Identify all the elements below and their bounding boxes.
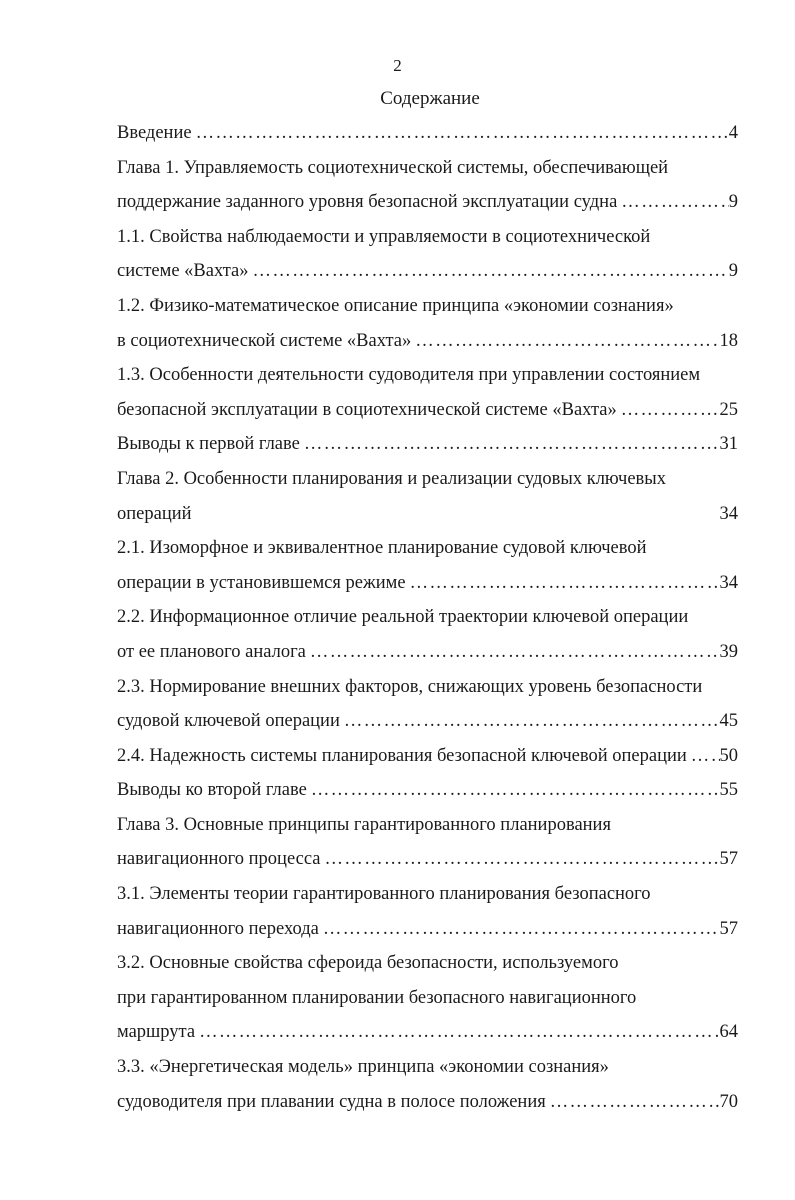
toc-entry-text: 1.2. Физико-математическое описание принципа «экономии сознания» xyxy=(117,295,674,316)
toc-page-number: 4 xyxy=(728,123,738,143)
toc-page-number: 34 xyxy=(719,572,738,593)
toc-dot-leader xyxy=(411,324,719,359)
toc-page-number: 55 xyxy=(719,780,738,801)
toc-entry xyxy=(117,462,738,531)
toc-dot-leader xyxy=(340,704,720,739)
page-number: 2 xyxy=(393,56,402,75)
toc-entry-text: 2.4. Надежность системы планирования безопасной ключевой операции xyxy=(117,745,687,766)
toc-entry-text: 3.2. Основные свойства сфероида безопасности, используемого xyxy=(117,953,619,974)
toc-entry-text: Глава 1. Управляемость социотехнической системы, обеспечивающей xyxy=(117,157,669,178)
toc-entry-text: Введение xyxy=(117,123,192,143)
toc-entry-text: Глава 2. Особенности планирования и реализации судовых ключевых xyxy=(117,468,666,489)
toc-entry xyxy=(117,1050,738,1119)
toc-entry-text: маршрута xyxy=(117,1022,196,1043)
toc-entry-text: 1.3. Особенности деятельности судоводителя при управлении состоянием xyxy=(117,365,701,386)
toc-dot-leader xyxy=(406,566,720,601)
toc-entry-text: Глава 3. Основные принципы гарантированного планирования xyxy=(117,814,611,835)
toc-entry xyxy=(117,670,738,739)
toc-page-number: 31 xyxy=(719,434,738,455)
toc-page-number: 9 xyxy=(728,261,738,282)
toc-entry-text: навигационного процесса xyxy=(117,849,321,870)
toc-entry-text: от ее планового аналога xyxy=(117,641,306,662)
toc-page-number: 50 xyxy=(719,745,738,766)
toc-page-number: 45 xyxy=(719,711,738,732)
toc-entry xyxy=(117,220,738,289)
toc-page-number: 57 xyxy=(719,918,738,939)
toc-page-number: 57 xyxy=(719,849,738,870)
toc-entry xyxy=(117,358,738,427)
toc-dot-leader xyxy=(546,1085,720,1120)
toc-entry-text: операций xyxy=(117,503,192,524)
toc-entry-text: 3.1. Элементы теории гарантированного планирования безопасного xyxy=(117,884,651,905)
toc-dot-leader xyxy=(306,635,720,670)
table-of-contents xyxy=(117,116,738,1119)
toc-entry-text: навигационного перехода xyxy=(117,918,319,939)
toc-entry-text: 2.2. Информационное отличие реальной траектории ключевой операции xyxy=(117,607,689,628)
toc-dot-leader xyxy=(319,912,720,947)
toc-page-number: 70 xyxy=(719,1091,738,1112)
toc-entry-text: при гарантированном планировании безопасного навигационного xyxy=(117,987,637,1008)
toc-dot-leader xyxy=(617,185,728,220)
toc-entry-text: в социотехнической системе «Вахта» xyxy=(117,330,412,351)
toc-dot-leader xyxy=(249,254,729,289)
toc-entry-text: 1.1. Свойства наблюдаемости и управляемости в социотехнической xyxy=(117,226,651,247)
toc-entry xyxy=(117,600,738,669)
toc-dot-leader xyxy=(192,116,729,151)
toc-entry xyxy=(117,739,738,774)
toc-page-number: 34 xyxy=(719,503,738,524)
toc-entry xyxy=(117,289,738,358)
toc-page-number: 64 xyxy=(719,1022,738,1043)
toc-entry xyxy=(117,427,738,462)
toc-page-number: 9 xyxy=(728,192,738,213)
toc-page-number: 18 xyxy=(719,330,738,351)
toc-dot-leader xyxy=(300,427,720,462)
toc-entry xyxy=(117,531,738,600)
page-title: Содержание xyxy=(380,88,480,109)
toc-entry-text: операции в установившемся режиме xyxy=(117,572,406,593)
toc-entry xyxy=(117,946,738,1050)
toc-entry-text: судоводителя при плавании судна в полосе положения xyxy=(117,1091,546,1112)
toc-dot-leader xyxy=(307,773,720,808)
toc-entry xyxy=(117,808,738,877)
toc-entry-text: Выводы к первой главе xyxy=(117,434,300,455)
toc-entry-text: Выводы ко второй главе xyxy=(117,780,307,801)
toc-entry-text: поддержание заданного уровня безопасной эксплуатации судна xyxy=(117,192,618,213)
toc-entry-text: 2.3. Нормирование внешних факторов, снижающих уровень безопасности xyxy=(117,676,703,697)
toc-entry xyxy=(117,116,738,151)
toc-page-number: 39 xyxy=(719,641,738,662)
toc-entry xyxy=(117,877,738,946)
toc-entry xyxy=(117,773,738,808)
toc-entry xyxy=(117,151,738,220)
toc-entry-text: судовой ключевой операции xyxy=(117,711,340,732)
toc-entry-text: 2.1. Изоморфное и эквивалентное планирование судовой ключевой xyxy=(117,538,647,559)
toc-entry-text: 3.3. «Энергетическая модель» принципа «экономии сознания» xyxy=(117,1057,609,1078)
toc-entry-text: системе «Вахта» xyxy=(117,261,249,282)
toc-entry-text: безопасной эксплуатации в социотехнической системе «Вахта» xyxy=(117,399,617,420)
toc-dot-leader xyxy=(687,739,720,774)
toc-dot-leader xyxy=(195,1015,719,1050)
toc-dot-leader xyxy=(617,393,720,428)
toc-dot-leader xyxy=(320,842,719,877)
toc-page-number: 25 xyxy=(719,399,738,420)
